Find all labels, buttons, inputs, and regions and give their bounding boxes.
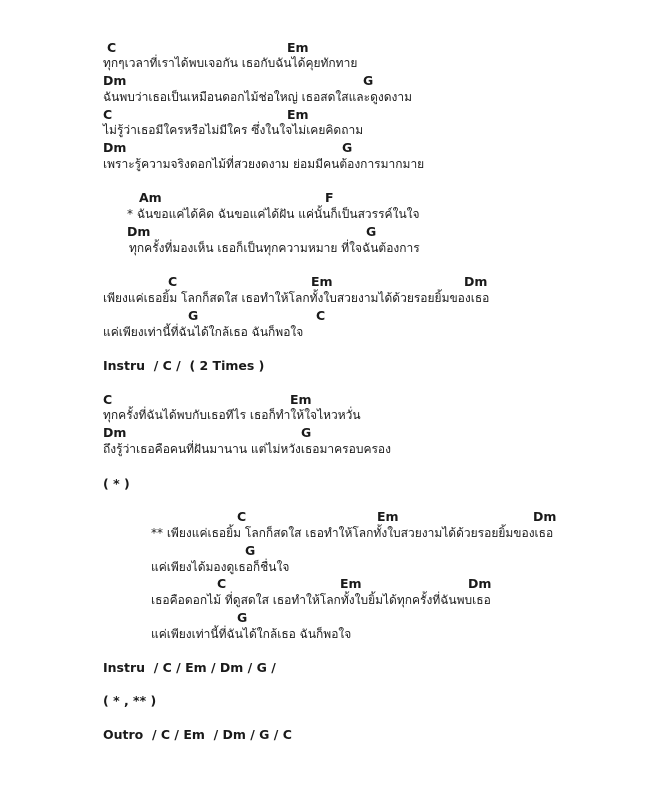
chord: Dm (103, 73, 127, 88)
chord: C (107, 40, 117, 55)
repeat-marker-2: ( * , ** ) (103, 693, 157, 708)
chord: C (103, 392, 113, 407)
chord: Dm (103, 140, 127, 155)
chord: Dm (464, 274, 488, 289)
chord: Em (290, 392, 312, 407)
lyric-line: ทุกครั้งที่มองเห็น เธอก็เป็นทุกความหมาย ที่ใจฉันต้องการ (129, 241, 420, 255)
lyric-line: ** เพียงแค่เธอยิ้ม โลกก็สดใส เธอทำให้โลกทั้งใบสวยงามได้ด้วยรอยยิ้มของเธอ (151, 526, 554, 540)
outro: Outro / C / Em / Dm / G / C (103, 727, 292, 742)
chord: Em (311, 274, 333, 289)
chord: C (217, 576, 227, 591)
chord: G (363, 73, 374, 88)
lyric-line: แค่เพียงได้มองดูเธอก็ชื่นใจ (151, 560, 290, 574)
chord: Dm (127, 224, 151, 239)
chord: G (237, 610, 248, 625)
lyric-line: แค่เพียงเท่านี้ที่ฉันได้ใกล้เธอ ฉันก็พอใจ (151, 627, 352, 641)
chord: Dm (103, 425, 127, 440)
instrumental-2: Instru / C / Em / Dm / G / (103, 660, 276, 675)
chord: Em (377, 509, 399, 524)
lyric-line: ทุกๆเวลาที่เราได้พบเจอกัน เธอกับฉันได้คุยทักทาย (103, 56, 358, 70)
lyric-line: เพราะรู้ความจริงดอกไม้ที่สวยงดงาม ย่อมมีคนต้องการมากมาย (103, 157, 425, 171)
repeat-marker-1: ( * ) (103, 476, 130, 491)
lyric-line: เพียงแค่เธอยิ้ม โลกก็สดใส เธอทำให้โลกทั้งใบสวยงามได้ด้วยรอยยิ้มของเธอ (103, 291, 490, 305)
chord: Dm (468, 576, 492, 591)
chord: C (168, 274, 178, 289)
lyric-line: ทุกครั้งที่ฉันได้พบกับเธอทีไร เธอก็ทำให้ใจไหวหวั่น (103, 408, 361, 422)
chord: C (103, 107, 113, 122)
instrumental-1: Instru / C / ( 2 Times ) (103, 358, 265, 373)
chord: G (366, 224, 377, 239)
chord: C (237, 509, 247, 524)
lyric-line: ถึงรู้ว่าเธอคือคนที่ฝันมานาน แต่ไม่หวังเธอมาครอบครอง (103, 442, 391, 456)
chord: G (342, 140, 353, 155)
lyric-line: ไม่รู้ว่าเธอมีใครหรือไม่มีใคร ซึ่งในใจไม่เคยคิดถาม (103, 123, 364, 137)
chord: G (245, 543, 256, 558)
chord: Em (340, 576, 362, 591)
lyric-line: ฉันพบว่าเธอเป็นเหมือนดอกไม้ช่อใหญ่ เธอสดใสและดูงดงาม (103, 90, 413, 104)
chord: Am (139, 190, 162, 205)
chord: G (188, 308, 199, 323)
chord: G (301, 425, 312, 440)
chord: Em (287, 107, 309, 122)
chord: Em (287, 40, 309, 55)
lyric-line: เธอคือดอกไม้ ที่ดูสดใส เธอทำให้โลกทั้งใบยิ้มได้ทุกครั้งที่ฉันพบเธอ (151, 593, 491, 607)
lyric-line: แค่เพียงเท่านี้ที่ฉันได้ใกล้เธอ ฉันก็พอใจ (103, 325, 304, 339)
lyric-line: * ฉันขอแค่ได้คิด ฉันขอแค่ได้ฝัน แค่นั้นก็เป็นสวรรค์ในใจ (127, 207, 420, 221)
chord: C (316, 308, 326, 323)
chord: F (325, 190, 334, 205)
chord: Dm (533, 509, 557, 524)
